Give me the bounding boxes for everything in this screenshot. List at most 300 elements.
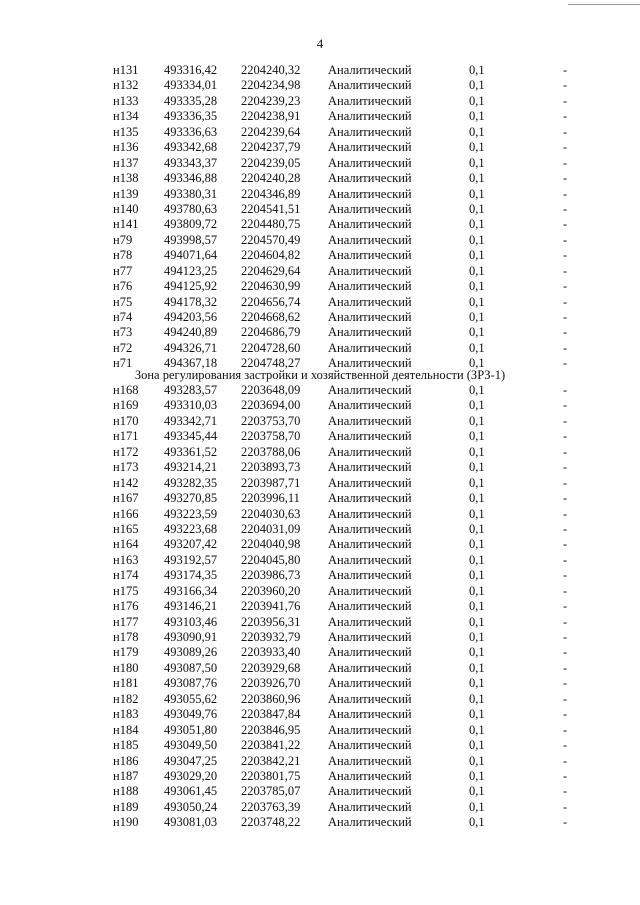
coord-x-cell: 493055,62 xyxy=(164,691,218,706)
table-row xyxy=(0,140,640,155)
table-row xyxy=(0,279,640,294)
coord-y-cell: 2203929,68 xyxy=(241,660,301,675)
method-cell: Аналитический xyxy=(328,738,412,753)
accuracy-cell: 0,1 xyxy=(469,521,485,536)
description-cell: - xyxy=(563,155,568,170)
description-cell: - xyxy=(563,356,568,371)
accuracy-cell: 0,1 xyxy=(469,630,485,644)
coord-x-cell: 493809,72 xyxy=(164,217,218,232)
coord-x-cell: 493166,34 xyxy=(164,583,218,598)
coord-y-cell: 2203960,20 xyxy=(241,583,301,598)
description-cell: - xyxy=(563,232,568,247)
method-cell: Аналитический xyxy=(328,232,412,247)
description-cell: - xyxy=(563,398,568,413)
point-id-cell: н164 xyxy=(113,537,139,552)
description-cell: - xyxy=(563,506,568,521)
accuracy-cell: 0,1 xyxy=(469,155,485,170)
coord-y-cell: 2204728,60 xyxy=(241,340,301,355)
accuracy-cell: 0,1 xyxy=(469,279,485,294)
coord-x-cell: 493283,57 xyxy=(164,383,218,397)
point-id-cell: н72 xyxy=(113,340,133,355)
coord-y-cell: 2204234,98 xyxy=(241,78,301,93)
coord-x-cell: 493336,63 xyxy=(164,124,218,139)
point-id-cell: н185 xyxy=(113,738,139,753)
table-row xyxy=(0,109,640,124)
table-row xyxy=(0,264,640,279)
coord-x-cell: 493174,35 xyxy=(164,568,218,583)
method-cell: Аналитический xyxy=(328,599,412,614)
table-row xyxy=(0,156,640,171)
coord-y-cell: 2203941,76 xyxy=(241,599,301,614)
accuracy-cell: 0,1 xyxy=(469,444,485,459)
coord-y-cell: 2204604,82 xyxy=(241,248,301,263)
coord-y-cell: 2203748,22 xyxy=(241,815,301,830)
coord-x-cell: 493270,85 xyxy=(164,491,218,506)
point-id-cell: н79 xyxy=(113,232,133,247)
point-id-cell: н171 xyxy=(113,429,139,444)
point-id-cell: н168 xyxy=(113,383,139,397)
coord-x-cell: 493207,42 xyxy=(164,537,218,552)
point-id-cell: н172 xyxy=(113,444,139,459)
table-row xyxy=(0,78,640,93)
point-id-cell: н132 xyxy=(113,78,139,93)
coord-y-cell: 2203933,40 xyxy=(241,645,301,660)
point-id-cell: н188 xyxy=(113,784,139,799)
coord-x-cell: 493336,35 xyxy=(164,109,218,124)
method-cell: Аналитический xyxy=(328,109,412,124)
coord-y-cell: 2204686,79 xyxy=(241,325,301,340)
point-id-cell: н71 xyxy=(113,356,133,371)
method-cell: Аналитический xyxy=(328,537,412,552)
coord-y-cell: 2203847,84 xyxy=(241,707,301,722)
method-cell: Аналитический xyxy=(328,124,412,139)
description-cell: - xyxy=(563,475,568,490)
coord-y-cell: 2204240,28 xyxy=(241,171,301,186)
coord-x-cell: 493361,52 xyxy=(164,444,218,459)
description-cell: - xyxy=(563,691,568,706)
description-cell: - xyxy=(563,217,568,232)
accuracy-cell: 0,1 xyxy=(469,186,485,201)
description-cell: - xyxy=(563,460,568,475)
table-row xyxy=(0,522,640,537)
method-cell: Аналитический xyxy=(328,140,412,155)
point-id-cell: н137 xyxy=(113,155,139,170)
coord-y-cell: 2204030,63 xyxy=(241,506,301,521)
point-id-cell: н76 xyxy=(113,279,133,294)
accuracy-cell: 0,1 xyxy=(469,491,485,506)
accuracy-cell: 0,1 xyxy=(469,568,485,583)
accuracy-cell: 0,1 xyxy=(469,294,485,309)
point-id-cell: н173 xyxy=(113,460,139,475)
coord-x-cell: 493223,68 xyxy=(164,521,218,536)
accuracy-cell: 0,1 xyxy=(469,325,485,340)
method-cell: Аналитический xyxy=(328,78,412,93)
point-id-cell: н163 xyxy=(113,552,139,567)
point-id-cell: н167 xyxy=(113,491,139,506)
coord-x-cell: 493780,63 xyxy=(164,201,218,216)
description-cell: - xyxy=(563,340,568,355)
coord-x-cell: 493335,28 xyxy=(164,93,218,108)
description-cell: - xyxy=(563,109,568,124)
coord-x-cell: 494203,56 xyxy=(164,310,218,324)
description-cell: - xyxy=(563,124,568,139)
coord-y-cell: 2203753,70 xyxy=(241,413,301,428)
table-row xyxy=(0,723,640,738)
coord-y-cell: 2203987,71 xyxy=(241,475,301,490)
description-cell: - xyxy=(563,521,568,536)
coord-x-cell: 493316,42 xyxy=(164,63,218,77)
coord-x-cell: 493087,50 xyxy=(164,660,218,675)
method-cell: Аналитический xyxy=(328,630,412,644)
table-row xyxy=(0,125,640,140)
accuracy-cell: 0,1 xyxy=(469,383,485,397)
table-row xyxy=(0,676,640,691)
description-cell: - xyxy=(563,738,568,753)
coord-y-cell: 2203648,09 xyxy=(241,383,301,397)
table-row xyxy=(0,429,640,444)
coord-x-cell: 494178,32 xyxy=(164,294,218,309)
method-cell: Аналитический xyxy=(328,279,412,294)
table-row xyxy=(0,491,640,506)
point-id-cell: н165 xyxy=(113,521,139,536)
point-id-cell: н133 xyxy=(113,93,139,108)
coord-y-cell: 2204240,32 xyxy=(241,63,301,77)
method-cell: Аналитический xyxy=(328,186,412,201)
coord-y-cell: 2203893,73 xyxy=(241,460,301,475)
coordinates-table-2 xyxy=(0,383,640,831)
description-cell: - xyxy=(563,171,568,186)
coord-x-cell: 494123,25 xyxy=(164,263,218,278)
coord-x-cell: 493089,26 xyxy=(164,645,218,660)
point-id-cell: н186 xyxy=(113,753,139,768)
coordinates-table-1 xyxy=(0,63,640,372)
coord-x-cell: 493146,21 xyxy=(164,599,218,614)
coord-y-cell: 2204630,99 xyxy=(241,279,301,294)
accuracy-cell: 0,1 xyxy=(469,429,485,444)
coord-y-cell: 2204040,98 xyxy=(241,537,301,552)
coord-y-cell: 2204480,75 xyxy=(241,217,301,232)
method-cell: Аналитический xyxy=(328,155,412,170)
coord-x-cell: 493029,20 xyxy=(164,768,218,783)
table-row xyxy=(0,738,640,753)
method-cell: Аналитический xyxy=(328,294,412,309)
table-row xyxy=(0,661,640,676)
description-cell: - xyxy=(563,722,568,737)
coord-y-cell: 2204239,23 xyxy=(241,93,301,108)
accuracy-cell: 0,1 xyxy=(469,171,485,186)
table-row xyxy=(0,784,640,799)
point-id-cell: н174 xyxy=(113,568,139,583)
coord-y-cell: 2203842,21 xyxy=(241,753,301,768)
coord-y-cell: 2203986,73 xyxy=(241,568,301,583)
coord-x-cell: 493345,44 xyxy=(164,429,218,444)
coord-x-cell: 494071,64 xyxy=(164,248,218,263)
coord-y-cell: 2203763,39 xyxy=(241,799,301,814)
coord-y-cell: 2203785,07 xyxy=(241,784,301,799)
method-cell: Аналитический xyxy=(328,310,412,324)
accuracy-cell: 0,1 xyxy=(469,232,485,247)
accuracy-cell: 0,1 xyxy=(469,799,485,814)
point-id-cell: н178 xyxy=(113,630,139,644)
description-cell: - xyxy=(563,491,568,506)
description-cell: - xyxy=(563,263,568,278)
table-row xyxy=(0,295,640,310)
point-id-cell: н131 xyxy=(113,63,139,77)
table-row xyxy=(0,171,640,186)
table-row xyxy=(0,707,640,722)
coord-x-cell: 493342,68 xyxy=(164,140,218,155)
description-cell: - xyxy=(563,707,568,722)
coord-y-cell: 2203788,06 xyxy=(241,444,301,459)
table-row xyxy=(0,800,640,815)
description-cell: - xyxy=(563,799,568,814)
accuracy-cell: 0,1 xyxy=(469,310,485,324)
accuracy-cell: 0,1 xyxy=(469,691,485,706)
accuracy-cell: 0,1 xyxy=(469,140,485,155)
coord-x-cell: 493342,71 xyxy=(164,413,218,428)
accuracy-cell: 0,1 xyxy=(469,722,485,737)
description-cell: - xyxy=(563,429,568,444)
table-row xyxy=(0,815,640,830)
table-row xyxy=(0,645,640,660)
method-cell: Аналитический xyxy=(328,614,412,629)
method-cell: Аналитический xyxy=(328,676,412,691)
coord-x-cell: 494240,89 xyxy=(164,325,218,340)
method-cell: Аналитический xyxy=(328,660,412,675)
point-id-cell: н78 xyxy=(113,248,133,263)
coord-y-cell: 2203932,79 xyxy=(241,630,301,644)
method-cell: Аналитический xyxy=(328,506,412,521)
coord-x-cell: 493334,01 xyxy=(164,78,218,93)
accuracy-cell: 0,1 xyxy=(469,217,485,232)
coord-y-cell: 2203694,00 xyxy=(241,398,301,413)
accuracy-cell: 0,1 xyxy=(469,676,485,691)
method-cell: Аналитический xyxy=(328,753,412,768)
point-id-cell: н184 xyxy=(113,722,139,737)
coord-x-cell: 493346,88 xyxy=(164,171,218,186)
table-row xyxy=(0,692,640,707)
method-cell: Аналитический xyxy=(328,398,412,413)
description-cell: - xyxy=(563,815,568,830)
description-cell: - xyxy=(563,325,568,340)
point-id-cell: н179 xyxy=(113,645,139,660)
coord-x-cell: 493087,76 xyxy=(164,676,218,691)
page-number: 4 xyxy=(316,36,324,51)
point-id-cell: н176 xyxy=(113,599,139,614)
coord-x-cell: 493192,57 xyxy=(164,552,218,567)
description-cell: - xyxy=(563,645,568,660)
coord-y-cell: 2204668,62 xyxy=(241,310,301,324)
accuracy-cell: 0,1 xyxy=(469,460,485,475)
description-cell: - xyxy=(563,630,568,644)
coord-y-cell: 2204346,89 xyxy=(241,186,301,201)
method-cell: Аналитический xyxy=(328,583,412,598)
coord-y-cell: 2204237,79 xyxy=(241,140,301,155)
description-cell: - xyxy=(563,784,568,799)
section-title: Зона регулирования застройки и хозяйственной деятельности (ЗРЗ-1) xyxy=(134,368,506,382)
description-cell: - xyxy=(563,93,568,108)
accuracy-cell: 0,1 xyxy=(469,109,485,124)
table-row xyxy=(0,63,640,78)
coord-x-cell: 493049,50 xyxy=(164,738,218,753)
coord-x-cell: 494367,18 xyxy=(164,356,218,371)
table-row xyxy=(0,630,640,645)
coord-y-cell: 2204748,27 xyxy=(241,356,301,371)
description-cell: - xyxy=(563,660,568,675)
description-cell: - xyxy=(563,753,568,768)
method-cell: Аналитический xyxy=(328,413,412,428)
table-row xyxy=(0,754,640,769)
accuracy-cell: 0,1 xyxy=(469,645,485,660)
coord-y-cell: 2204629,64 xyxy=(241,263,301,278)
scan-edge-mark xyxy=(568,0,640,5)
coord-x-cell: 493047,25 xyxy=(164,753,218,768)
point-id-cell: н74 xyxy=(113,310,133,324)
table-row xyxy=(0,233,640,248)
coord-y-cell: 2203860,96 xyxy=(241,691,301,706)
table-row xyxy=(0,599,640,614)
description-cell: - xyxy=(563,676,568,691)
method-cell: Аналитический xyxy=(328,201,412,216)
coord-x-cell: 493998,57 xyxy=(164,232,218,247)
point-id-cell: н183 xyxy=(113,707,139,722)
method-cell: Аналитический xyxy=(328,645,412,660)
accuracy-cell: 0,1 xyxy=(469,413,485,428)
accuracy-cell: 0,1 xyxy=(469,356,485,371)
table-row xyxy=(0,584,640,599)
table-row xyxy=(0,341,640,356)
method-cell: Аналитический xyxy=(328,383,412,397)
method-cell: Аналитический xyxy=(328,340,412,355)
coord-y-cell: 2204031,09 xyxy=(241,521,301,536)
description-cell: - xyxy=(563,310,568,324)
accuracy-cell: 0,1 xyxy=(469,599,485,614)
accuracy-cell: 0,1 xyxy=(469,583,485,598)
table-row xyxy=(0,476,640,491)
table-row xyxy=(0,445,640,460)
coord-x-cell: 493049,76 xyxy=(164,707,218,722)
accuracy-cell: 0,1 xyxy=(469,506,485,521)
accuracy-cell: 0,1 xyxy=(469,614,485,629)
accuracy-cell: 0,1 xyxy=(469,537,485,552)
table-row xyxy=(0,202,640,217)
point-id-cell: н75 xyxy=(113,294,133,309)
point-id-cell: н187 xyxy=(113,768,139,783)
method-cell: Аналитический xyxy=(328,460,412,475)
description-cell: - xyxy=(563,63,568,77)
table-row xyxy=(0,187,640,202)
point-id-cell: н181 xyxy=(113,676,139,691)
accuracy-cell: 0,1 xyxy=(469,201,485,216)
method-cell: Аналитический xyxy=(328,429,412,444)
method-cell: Аналитический xyxy=(328,248,412,263)
description-cell: - xyxy=(563,248,568,263)
coord-y-cell: 2204239,05 xyxy=(241,155,301,170)
point-id-cell: н140 xyxy=(113,201,139,216)
point-id-cell: н169 xyxy=(113,398,139,413)
point-id-cell: н73 xyxy=(113,325,133,340)
description-cell: - xyxy=(563,568,568,583)
coord-x-cell: 493310,03 xyxy=(164,398,218,413)
method-cell: Аналитический xyxy=(328,799,412,814)
coord-x-cell: 493343,37 xyxy=(164,155,218,170)
accuracy-cell: 0,1 xyxy=(469,93,485,108)
accuracy-cell: 0,1 xyxy=(469,815,485,830)
coord-x-cell: 494125,92 xyxy=(164,279,218,294)
coord-y-cell: 2203926,70 xyxy=(241,676,301,691)
accuracy-cell: 0,1 xyxy=(469,660,485,675)
method-cell: Аналитический xyxy=(328,707,412,722)
method-cell: Аналитический xyxy=(328,171,412,186)
description-cell: - xyxy=(563,444,568,459)
table-row xyxy=(0,310,640,325)
coord-y-cell: 2203996,11 xyxy=(241,491,300,506)
coord-x-cell: 493081,03 xyxy=(164,815,218,830)
point-id-cell: н134 xyxy=(113,109,139,124)
table-row xyxy=(0,460,640,475)
accuracy-cell: 0,1 xyxy=(469,248,485,263)
description-cell: - xyxy=(563,140,568,155)
accuracy-cell: 0,1 xyxy=(469,707,485,722)
accuracy-cell: 0,1 xyxy=(469,398,485,413)
point-id-cell: н180 xyxy=(113,660,139,675)
point-id-cell: н189 xyxy=(113,799,139,814)
coord-y-cell: 2203846,95 xyxy=(241,722,301,737)
coord-y-cell: 2203758,70 xyxy=(241,429,301,444)
coord-y-cell: 2204541,51 xyxy=(241,201,301,216)
method-cell: Аналитический xyxy=(328,521,412,536)
point-id-cell: н138 xyxy=(113,171,139,186)
description-cell: - xyxy=(563,294,568,309)
point-id-cell: н170 xyxy=(113,413,139,428)
accuracy-cell: 0,1 xyxy=(469,63,485,77)
table-row xyxy=(0,248,640,263)
coord-y-cell: 2204239,64 xyxy=(241,124,301,139)
table-row xyxy=(0,94,640,109)
method-cell: Аналитический xyxy=(328,325,412,340)
point-id-cell: н175 xyxy=(113,583,139,598)
table-row xyxy=(0,217,640,232)
point-id-cell: н190 xyxy=(113,815,139,830)
accuracy-cell: 0,1 xyxy=(469,768,485,783)
point-id-cell: н136 xyxy=(113,140,139,155)
table-row xyxy=(0,615,640,630)
coord-y-cell: 2203956,31 xyxy=(241,614,301,629)
method-cell: Аналитический xyxy=(328,491,412,506)
accuracy-cell: 0,1 xyxy=(469,738,485,753)
coord-x-cell: 493061,45 xyxy=(164,784,218,799)
point-id-cell: н142 xyxy=(113,475,139,490)
coord-y-cell: 2203841,22 xyxy=(241,738,301,753)
coord-x-cell: 493051,80 xyxy=(164,722,218,737)
method-cell: Аналитический xyxy=(328,63,412,77)
accuracy-cell: 0,1 xyxy=(469,78,485,93)
table-row xyxy=(0,769,640,784)
method-cell: Аналитический xyxy=(328,568,412,583)
accuracy-cell: 0,1 xyxy=(469,124,485,139)
description-cell: - xyxy=(563,383,568,397)
coord-y-cell: 2204656,74 xyxy=(241,294,301,309)
method-cell: Аналитический xyxy=(328,475,412,490)
coord-y-cell: 2204570,49 xyxy=(241,232,301,247)
method-cell: Аналитический xyxy=(328,444,412,459)
method-cell: Аналитический xyxy=(328,263,412,278)
method-cell: Аналитический xyxy=(328,356,412,371)
coord-x-cell: 493050,24 xyxy=(164,799,218,814)
table-row xyxy=(0,414,640,429)
coord-y-cell: 2204238,91 xyxy=(241,109,301,124)
accuracy-cell: 0,1 xyxy=(469,753,485,768)
